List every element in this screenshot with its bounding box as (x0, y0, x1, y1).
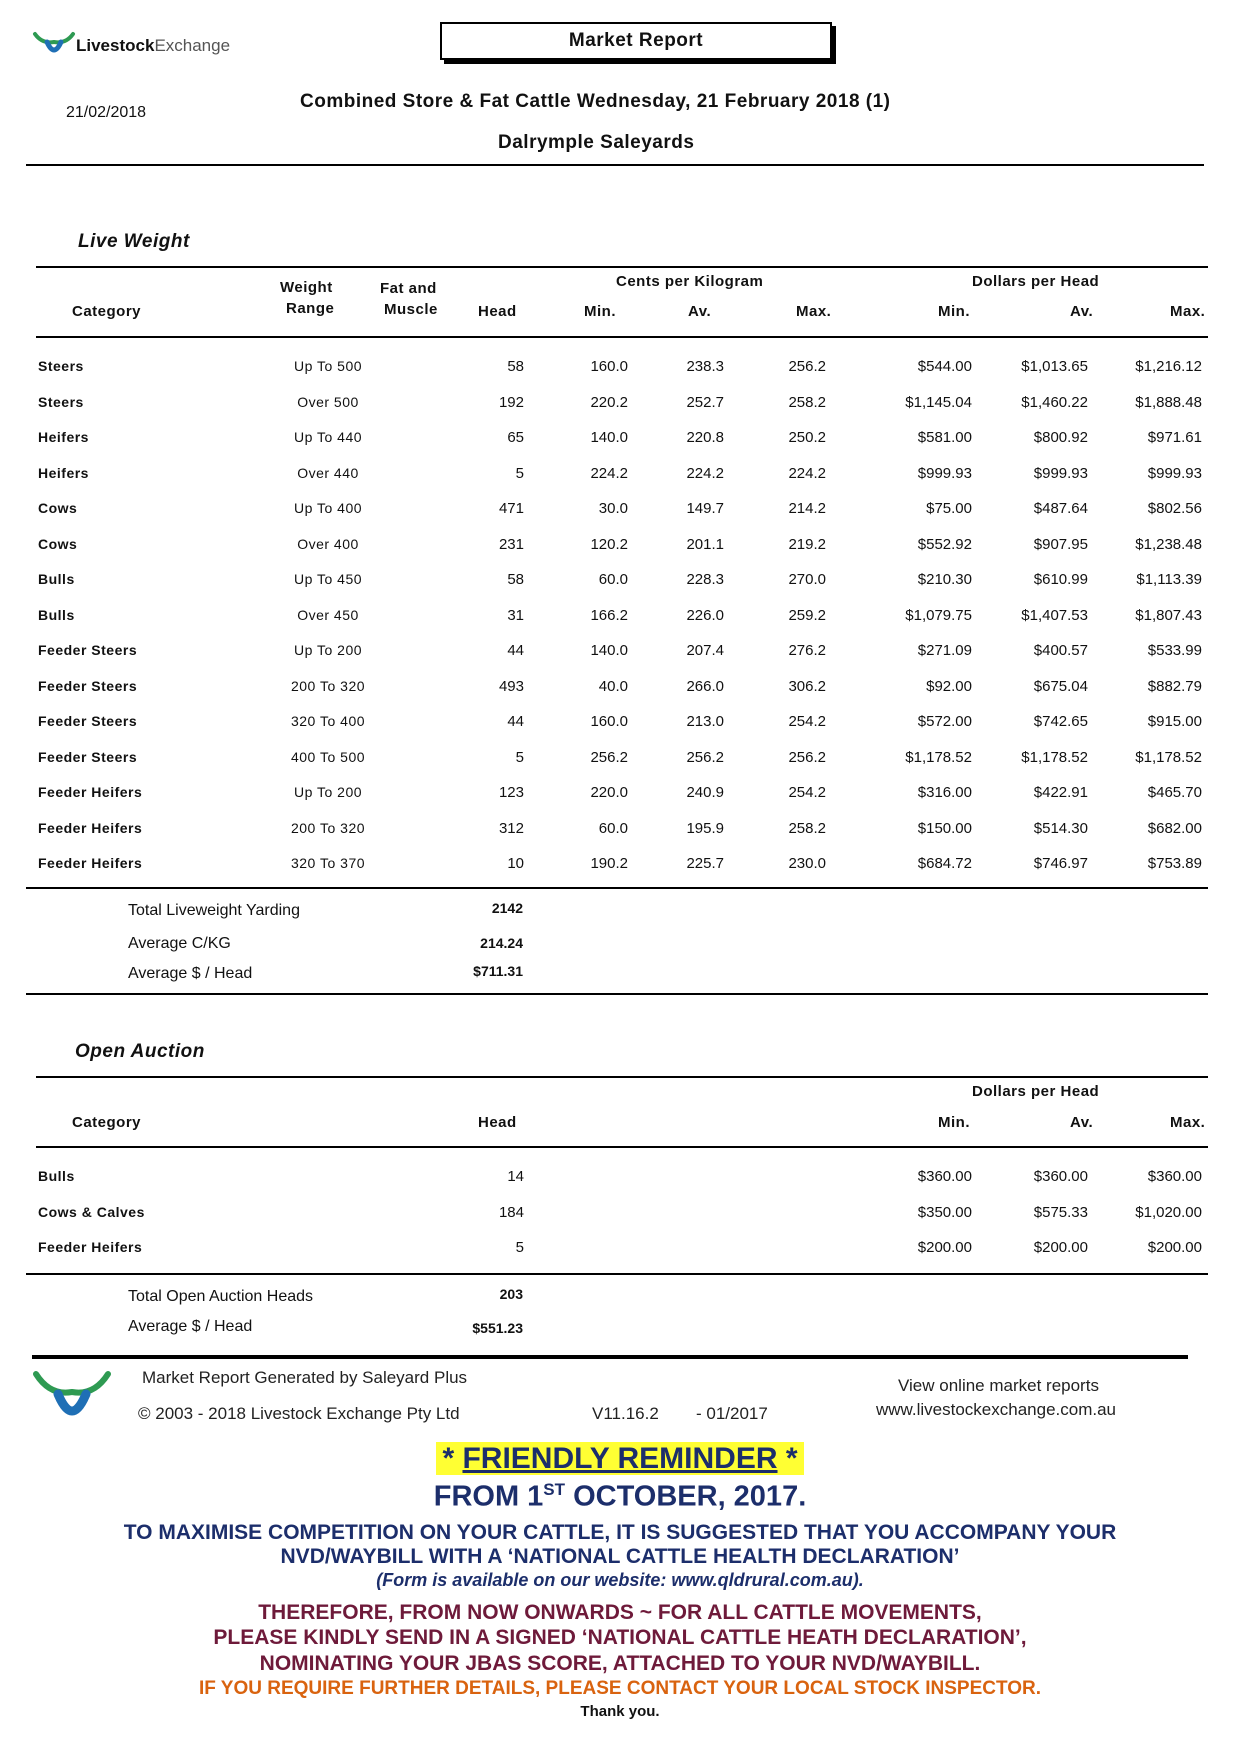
row-dollars-max: $533.99 (1147, 642, 1202, 659)
lw-col-cav: Av. (688, 303, 712, 320)
table-row (0, 855, 1240, 877)
table-row (0, 500, 1240, 522)
row-weight-range: 200 To 320 (290, 819, 366, 836)
table-row (0, 820, 1240, 842)
row-weight-range: Up To 450 (293, 571, 363, 587)
row-dollars-min: $1,145.04 (905, 393, 972, 411)
reminder-highlight: * FRIENDLY REMINDER * (436, 1442, 803, 1475)
row-category: Steers (38, 393, 84, 410)
oa-col-head: Head (478, 1114, 517, 1131)
row-category: Cows & Calves (38, 1203, 145, 1220)
open-auction-rows-rule (26, 1273, 1208, 1275)
footer-online-label: View online market reports (898, 1376, 1099, 1395)
row-weight-range: Up To 200 (293, 784, 363, 800)
row-category: Feeder Steers (38, 713, 138, 729)
row-head: 65 (507, 429, 524, 446)
row-dollars-av: $422.91 (1033, 784, 1088, 801)
reminder-line-2: NVD/WAYBILL WITH A ‘NATIONAL CATTLE HEALTH DECLARATION’ (280, 1545, 960, 1568)
row-dollars-min: $1,079.75 (905, 606, 972, 624)
row-cents-av: 207.4 (686, 642, 724, 659)
row-dollars-min: $271.09 (917, 642, 972, 659)
row-cents-min: 190.2 (590, 855, 628, 872)
row-weight-range: 200 To 320 (290, 677, 366, 694)
row-dollars-max: $802.56 (1147, 500, 1202, 517)
open-auction-header-rule (36, 1146, 1208, 1148)
row-category: Bulls (38, 606, 75, 623)
row-weight-range: Over 500 (297, 393, 359, 410)
lw-col-category: Category (72, 303, 142, 320)
row-category: Bulls (38, 571, 75, 587)
row-weight-range: Up To 400 (293, 500, 363, 516)
lw-col-weight-1: Weight (280, 279, 333, 296)
row-weight-range: 320 To 400 (290, 713, 366, 729)
live-weight-bottom-rule (26, 993, 1208, 995)
lw-avg-ckg-label: Average C/KG (128, 935, 231, 952)
row-cents-av: 201.1 (686, 535, 724, 553)
table-row (0, 713, 1240, 735)
row-head: 192 (498, 393, 524, 411)
lw-col-head: Head (478, 303, 517, 320)
reminder-line-1: TO MAXIMISE COMPETITION ON YOUR CATTLE, IT IS SUGGESTED THAT YOU ACCOMPANY YOUR (123, 1521, 1117, 1544)
row-category: Feeder Heifers (38, 819, 143, 836)
row-cents-max: 276.2 (788, 642, 826, 659)
row-category: Feeder Steers (38, 642, 138, 658)
row-cents-min: 60.0 (598, 819, 628, 837)
row-cents-max: 256.2 (788, 748, 826, 766)
row-cents-av: 149.7 (686, 500, 724, 517)
oa-col-dav: Av. (1070, 1114, 1094, 1131)
row-dollars-min: $92.00 (926, 677, 972, 695)
lw-col-fat-1: Fat and (380, 280, 437, 297)
row-dollars-max: $999.93 (1147, 464, 1202, 482)
lw-col-weight-2: Range (286, 300, 335, 317)
table-row (0, 358, 1240, 380)
table-row (0, 607, 1240, 629)
footer-top-rule (32, 1355, 1188, 1359)
footer-copyright: © 2003 - 2018 Livestock Exchange Pty Ltd (138, 1404, 460, 1423)
row-dollars-av: $1,013.65 (1021, 358, 1088, 375)
row-cents-av: 225.7 (686, 855, 724, 872)
row-category: Feeder Heifers (38, 1239, 143, 1255)
row-cents-min: 140.0 (590, 429, 628, 446)
oa-total-label: Total Open Auction Heads (128, 1288, 314, 1305)
row-cents-av: 213.0 (686, 713, 724, 730)
row-cents-av: 252.7 (686, 393, 724, 411)
row-cents-min: 120.2 (590, 535, 628, 553)
row-dollars-av: $575.33 (1033, 1203, 1088, 1221)
row-cents-av: 228.3 (686, 571, 724, 588)
table-row (0, 1168, 1240, 1190)
row-dollars-av: $514.30 (1033, 819, 1088, 837)
row-head: 123 (498, 784, 524, 801)
row-dollars-av: $610.99 (1033, 571, 1088, 588)
row-cents-max: 256.2 (788, 358, 826, 375)
reminder-from-date (0, 1480, 1240, 1514)
row-category: Feeder Steers (38, 677, 138, 694)
row-dollars-max: $915.00 (1147, 713, 1202, 730)
row-head: 471 (498, 500, 524, 517)
row-category: Feeder Heifers (38, 784, 143, 800)
row-dollars-av: $907.95 (1033, 535, 1088, 553)
row-cents-min: 224.2 (590, 464, 628, 482)
row-cents-max: 250.2 (788, 429, 826, 446)
row-cents-max: 259.2 (788, 606, 826, 624)
row-head: 5 (515, 464, 524, 482)
row-dollars-av: $742.65 (1033, 713, 1088, 730)
row-dollars-max: $1,113.39 (1136, 571, 1202, 588)
reminder-therefore-2: PLEASE KINDLY SEND IN A SIGNED ‘NATIONAL CATTLE HEATH DECLARATION’, (213, 1626, 1027, 1649)
row-dollars-max: $1,020.00 (1135, 1203, 1202, 1221)
row-cents-max: 219.2 (788, 535, 826, 553)
row-dollars-max: $1,888.48 (1135, 393, 1202, 411)
row-dollars-av: $746.97 (1033, 855, 1088, 872)
row-weight-range: Over 450 (297, 606, 359, 623)
row-dollars-min: $684.72 (917, 855, 972, 872)
table-row (0, 429, 1240, 451)
row-cents-max: 254.2 (788, 784, 826, 801)
lw-total-label: Total Liveweight Yarding (128, 902, 300, 919)
row-cents-av: 266.0 (686, 677, 724, 695)
row-weight-range: Up To 500 (293, 358, 363, 374)
row-category: Feeder Steers (38, 748, 138, 765)
row-cents-min: 30.0 (598, 500, 628, 517)
row-dollars-min: $999.93 (917, 464, 972, 482)
report-date: 21/02/2018 (66, 104, 147, 121)
logo-livestock-text: Livestock (76, 36, 155, 55)
row-cents-av: 224.2 (686, 464, 724, 482)
row-dollars-max: $360.00 (1147, 1168, 1202, 1185)
table-row (0, 749, 1240, 771)
oa-col-dmax: Max. (1170, 1114, 1206, 1131)
row-head: 14 (507, 1168, 524, 1185)
row-dollars-av: $1,178.52 (1021, 748, 1088, 766)
row-cents-min: 40.0 (598, 677, 628, 695)
row-head: 184 (498, 1203, 524, 1221)
reminder-thanks: Thank you. (580, 1703, 660, 1720)
sale-title: Combined Store & Fat Cattle Wednesday, 21 February 2018 (1) (300, 91, 891, 112)
lw-col-dmax: Max. (1170, 303, 1206, 320)
row-dollars-min: $350.00 (917, 1203, 972, 1221)
row-category: Feeder Heifers (38, 855, 143, 871)
lw-group-cents: Cents per Kilogram (616, 273, 764, 290)
table-row (0, 465, 1240, 487)
row-cents-av: 226.0 (686, 606, 724, 624)
row-cents-max: 214.2 (788, 500, 826, 517)
footer-bull-logo-icon (32, 1366, 112, 1426)
row-weight-range: Over 400 (297, 535, 359, 552)
row-head: 312 (498, 819, 524, 837)
row-cents-min: 140.0 (590, 642, 628, 659)
oa-avg-head-value: $551.23 (472, 1320, 523, 1336)
table-row (0, 642, 1240, 664)
row-cents-min: 256.2 (590, 748, 628, 766)
row-category: Cows (38, 500, 78, 516)
lw-col-dav: Av. (1070, 303, 1094, 320)
oa-avg-head-label: Average $ / Head (128, 1318, 253, 1335)
row-head: 58 (507, 571, 524, 588)
row-dollars-min: $544.00 (917, 358, 972, 375)
row-cents-av: 240.9 (686, 784, 724, 801)
row-weight-range: 320 To 370 (290, 855, 366, 871)
row-head: 5 (515, 1239, 524, 1256)
live-weight-top-rule (36, 266, 1208, 268)
row-dollars-min: $1,178.52 (905, 748, 972, 766)
reminder-further-details: IF YOU REQUIRE FURTHER DETAILS, PLEASE CONTACT YOUR LOCAL STOCK INSPECTOR. (198, 1678, 1042, 1699)
row-cents-min: 60.0 (598, 571, 628, 588)
row-dollars-min: $572.00 (917, 713, 972, 730)
table-row (0, 1204, 1240, 1226)
footer-generated: Market Report Generated by Saleyard Plus (142, 1368, 468, 1387)
row-cents-max: 224.2 (788, 464, 826, 482)
row-dollars-max: $682.00 (1147, 819, 1202, 837)
reminder-from-sup: ST (543, 1480, 566, 1499)
row-dollars-max: $971.61 (1147, 429, 1202, 446)
lw-group-dollars: Dollars per Head (972, 273, 1100, 290)
row-dollars-max: $882.79 (1147, 677, 1202, 695)
row-category: Bulls (38, 1168, 75, 1184)
row-cents-max: 254.2 (788, 713, 826, 730)
row-dollars-av: $675.04 (1033, 677, 1088, 695)
row-weight-range: Up To 200 (293, 642, 363, 658)
row-dollars-min: $581.00 (917, 429, 972, 446)
row-weight-range: 400 To 500 (290, 748, 366, 765)
row-cents-av: 220.8 (686, 429, 724, 446)
row-dollars-av: $400.57 (1033, 642, 1088, 659)
row-cents-min: 220.0 (590, 784, 628, 801)
report-title: Market Report (440, 22, 832, 60)
row-cents-max: 230.0 (788, 855, 826, 872)
row-dollars-max: $1,216.12 (1135, 358, 1202, 375)
row-cents-max: 258.2 (788, 819, 826, 837)
header-divider (26, 164, 1204, 166)
open-auction-section-title: Open Auction (75, 1041, 205, 1062)
row-cents-av: 238.3 (686, 358, 724, 375)
row-dollars-max: $200.00 (1147, 1239, 1202, 1256)
row-head: 231 (498, 535, 524, 553)
row-dollars-max: $1,238.48 (1135, 535, 1202, 553)
row-dollars-max: $1,807.43 (1135, 606, 1202, 624)
row-cents-min: 160.0 (590, 358, 628, 375)
reminder-title-line (0, 1442, 1240, 1476)
oa-total-value: 203 (499, 1286, 523, 1302)
reminder-from-post: OCTOBER, 2017. (565, 1480, 807, 1513)
row-dollars-av: $200.00 (1033, 1239, 1088, 1256)
row-dollars-min: $210.30 (917, 571, 972, 588)
reminder-therefore-3: NOMINATING YOUR JBAS SCORE, ATTACHED TO YOUR NVD/WAYBILL. (259, 1652, 981, 1675)
row-head: 10 (507, 855, 524, 872)
table-row (0, 1239, 1240, 1261)
reminder-title: FRIENDLY REMINDER (462, 1442, 778, 1475)
row-dollars-av: $1,407.53 (1021, 606, 1088, 624)
table-row (0, 394, 1240, 416)
row-cents-min: 166.2 (590, 606, 628, 624)
row-weight-range: Over 440 (297, 464, 359, 481)
row-cents-max: 306.2 (788, 677, 826, 695)
row-category: Heifers (38, 464, 89, 481)
live-weight-section-title: Live Weight (78, 231, 190, 252)
bull-horns-icon (32, 28, 76, 58)
row-cents-max: 258.2 (788, 393, 826, 411)
row-dollars-av: $360.00 (1033, 1168, 1088, 1185)
footer-online-link[interactable]: www.livestockexchange.com.au (876, 1400, 1117, 1419)
row-category: Heifers (38, 429, 89, 445)
open-auction-top-rule (36, 1076, 1208, 1078)
oa-col-category: Category (72, 1114, 142, 1131)
row-dollars-av: $800.92 (1033, 429, 1088, 446)
row-dollars-max: $753.89 (1147, 855, 1202, 872)
lw-avg-head-label: Average $ / Head (128, 965, 253, 982)
row-head: 58 (507, 358, 524, 375)
row-head: 493 (498, 677, 524, 695)
oa-col-dmin: Min. (938, 1114, 970, 1131)
row-category: Cows (38, 535, 78, 552)
lw-col-cmin: Min. (584, 303, 616, 320)
row-dollars-max: $1,178.52 (1135, 748, 1202, 766)
row-dollars-min: $360.00 (917, 1168, 972, 1185)
reminder-therefore-1: THEREFORE, FROM NOW ONWARDS ~ FOR ALL CATTLE MOVEMENTS, (258, 1601, 982, 1624)
live-weight-header-rule (36, 336, 1208, 338)
reminder-form-note: (Form is available on our website: www.qldrural.com.au). (376, 1570, 864, 1590)
footer-version: V11.16.2 (592, 1404, 659, 1423)
row-dollars-av: $487.64 (1033, 500, 1088, 517)
lw-col-fat-2: Muscle (384, 301, 438, 318)
lw-total-value: 2142 (491, 900, 523, 916)
company-logo (32, 24, 252, 64)
row-dollars-max: $465.70 (1147, 784, 1202, 801)
table-row (0, 536, 1240, 558)
row-cents-av: 195.9 (686, 819, 724, 837)
row-cents-av: 256.2 (686, 748, 724, 766)
lw-col-dmin: Min. (938, 303, 970, 320)
oa-group-dollars: Dollars per Head (972, 1083, 1100, 1100)
row-cents-max: 270.0 (788, 571, 826, 588)
row-dollars-av: $1,460.22 (1021, 393, 1088, 411)
lw-avg-ckg-value: 214.24 (480, 935, 523, 951)
row-dollars-min: $316.00 (917, 784, 972, 801)
venue-title: Dalrymple Saleyards (498, 132, 695, 153)
reminder-from-pre: FROM 1 (433, 1480, 544, 1513)
row-dollars-min: $75.00 (926, 500, 972, 517)
row-head: 44 (507, 713, 524, 730)
lw-avg-head-value: $711.31 (473, 963, 523, 979)
row-dollars-min: $150.00 (917, 819, 972, 837)
row-head: 44 (507, 642, 524, 659)
row-weight-range: Up To 440 (293, 429, 363, 445)
table-row (0, 571, 1240, 593)
table-row (0, 784, 1240, 806)
row-dollars-av: $999.93 (1033, 464, 1088, 482)
row-head: 31 (507, 606, 524, 624)
row-dollars-min: $552.92 (917, 535, 972, 553)
row-dollars-min: $200.00 (917, 1239, 972, 1256)
logo-exchange-text: Exchange (154, 36, 231, 55)
row-cents-min: 220.2 (590, 393, 628, 411)
live-weight-rows-rule (26, 887, 1208, 889)
row-head: 5 (515, 748, 524, 766)
footer-version-date: - 01/2017 (696, 1404, 768, 1423)
row-category: Steers (38, 358, 84, 374)
lw-col-cmax: Max. (796, 303, 832, 320)
row-cents-min: 160.0 (590, 713, 628, 730)
table-row (0, 678, 1240, 700)
